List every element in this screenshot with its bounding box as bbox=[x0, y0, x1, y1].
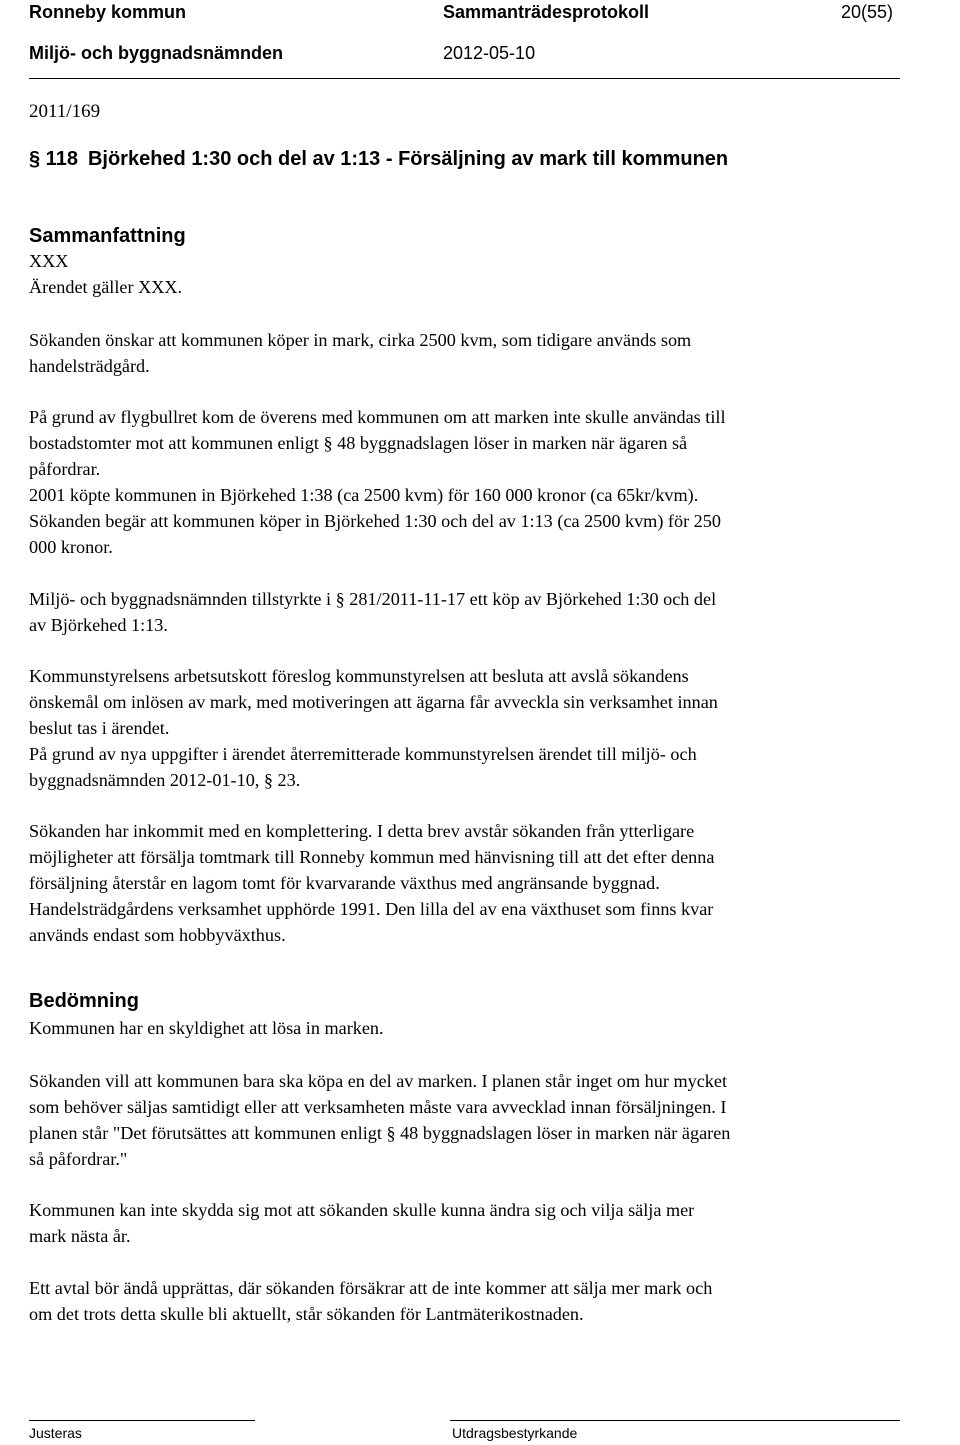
summary-paragraph bbox=[29, 327, 909, 379]
text-line: Miljö- och byggnadsnämnden tillstyrkte i § 281/2011-11-17 ett köp av Björkehed 1:30 och del bbox=[29, 589, 717, 609]
utdrag-line bbox=[450, 1420, 900, 1421]
assessment-paragraph bbox=[29, 1275, 909, 1327]
text-line: Ärendet gäller XXX. bbox=[29, 277, 183, 297]
text-line: beslut tas i ärendet. bbox=[29, 718, 170, 738]
text-line: mark nästa år. bbox=[29, 1226, 131, 1246]
meeting-date: 2012-05-10 bbox=[443, 43, 536, 63]
text-line: möjligheter att försälja tomtmark till Ronneby kommun med hänvisning till att det efter denna bbox=[29, 847, 715, 867]
justeras-line bbox=[29, 1420, 255, 1421]
summary-paragraph bbox=[29, 248, 909, 300]
text-line: används endast som hobbyväxthus. bbox=[29, 925, 286, 945]
text-line: om det trots detta skulle bli aktuellt, står sökanden för Lantmäterikostnaden. bbox=[29, 1304, 584, 1324]
text-line: Sökanden vill att kommunen bara ska köpa en del av marken. I planen står inget om hur mycket bbox=[29, 1071, 727, 1091]
section-mark: § 118 bbox=[29, 148, 78, 170]
text-line: av Björkehed 1:13. bbox=[29, 615, 168, 635]
text-line: Ett avtal bör ändå upprättas, där sökanden försäkrar att de inte kommer att sälja mer mark och bbox=[29, 1278, 713, 1298]
text-line: 2001 köpte kommunen in Björkehed 1:38 (ca 2500 kvm) för 160 000 kronor (ca 65kr/kvm). bbox=[29, 485, 699, 505]
header-row-1 bbox=[29, 2, 899, 24]
text-line: Sökanden har inkommit med en komplettering. I detta brev avstår sökanden från ytterligare bbox=[29, 821, 695, 841]
text-line: XXX bbox=[29, 251, 69, 271]
summary-heading: Sammanfattning bbox=[29, 225, 186, 247]
org-name: Ronneby kommun bbox=[29, 2, 187, 22]
footer-utdragsbestyrkande: Utdragsbestyrkande bbox=[452, 1425, 578, 1441]
assessment-paragraph bbox=[29, 1197, 909, 1249]
header-divider bbox=[29, 78, 900, 79]
assessment-heading: Bedömning bbox=[29, 990, 139, 1012]
summary-paragraph bbox=[29, 404, 909, 560]
assessment-paragraph bbox=[29, 1068, 909, 1172]
text-line: byggnadsnämnden 2012-01-10, § 23. bbox=[29, 770, 301, 790]
text-line: Handelsträdgårdens verksamhet upphörde 1991. Den lilla del av ena växthuset som finns kvar bbox=[29, 899, 714, 919]
assessment-paragraph bbox=[29, 1015, 909, 1041]
text-line: försäljning återstår en lagom tomt för kvarvarande växthus med angränsande byggnad. bbox=[29, 873, 660, 893]
text-line: Kommunen har en skyldighet att lösa in marken. bbox=[29, 1018, 384, 1038]
text-line: bostadstomter mot att kommunen enligt § 48 byggnadslagen löser in marken när ägaren så bbox=[29, 433, 688, 453]
footer-justeras: Justeras bbox=[29, 1425, 82, 1441]
text-line: Kommunstyrelsens arbetsutskott föreslog kommunstyrelsen att besluta att avslå sökandens bbox=[29, 666, 689, 686]
text-line: Sökanden begär att kommunen köper in Björkehed 1:30 och del av 1:13 (ca 2500 kvm) för 250 bbox=[29, 511, 721, 531]
text-line: På grund av nya uppgifter i ärendet återremitterade kommunstyrelsen ärendet till miljö- och bbox=[29, 744, 697, 764]
text-line: önskemål om inlösen av mark, med motiveringen att ägarna får avveckla sin verksamhet innan bbox=[29, 692, 718, 712]
text-line: som behöver säljas samtidigt eller att verksamheten måste vara avvecklad innan försäljningen. I bbox=[29, 1097, 727, 1117]
text-line: handelsträdgård. bbox=[29, 356, 150, 376]
header-row-2 bbox=[29, 43, 899, 65]
text-line: Sökanden önskar att kommunen köper in mark, cirka 2500 kvm, som tidigare används som bbox=[29, 330, 692, 350]
document-type: Sammanträdesprotokoll bbox=[443, 2, 650, 22]
case-number: 2011/169 bbox=[29, 101, 101, 122]
title-text: Björkehed 1:30 och del av 1:13 - Försäljning av mark till kommunen bbox=[87, 148, 729, 170]
text-line: så påfordrar." bbox=[29, 1149, 128, 1169]
summary-paragraph bbox=[29, 663, 909, 793]
summary-paragraph bbox=[29, 818, 909, 948]
summary-paragraph bbox=[29, 586, 909, 638]
text-line: 000 kronor. bbox=[29, 537, 113, 557]
text-line: planen står "Det förutsättes att kommunen enligt § 48 byggnadslagen löser in marken när ägaren bbox=[29, 1123, 731, 1143]
board-name: Miljö- och byggnadsnämnden bbox=[29, 43, 284, 63]
text-line: påfordrar. bbox=[29, 459, 101, 479]
text-line: På grund av flygbullret kom de överens med kommunen om att marken inte skulle användas till bbox=[29, 407, 726, 427]
item-title bbox=[29, 148, 728, 171]
page-number: 20(55) bbox=[841, 2, 894, 22]
text-line: Kommunen kan inte skydda sig mot att sökanden skulle kunna ändra sig och vilja sälja mer bbox=[29, 1200, 695, 1220]
